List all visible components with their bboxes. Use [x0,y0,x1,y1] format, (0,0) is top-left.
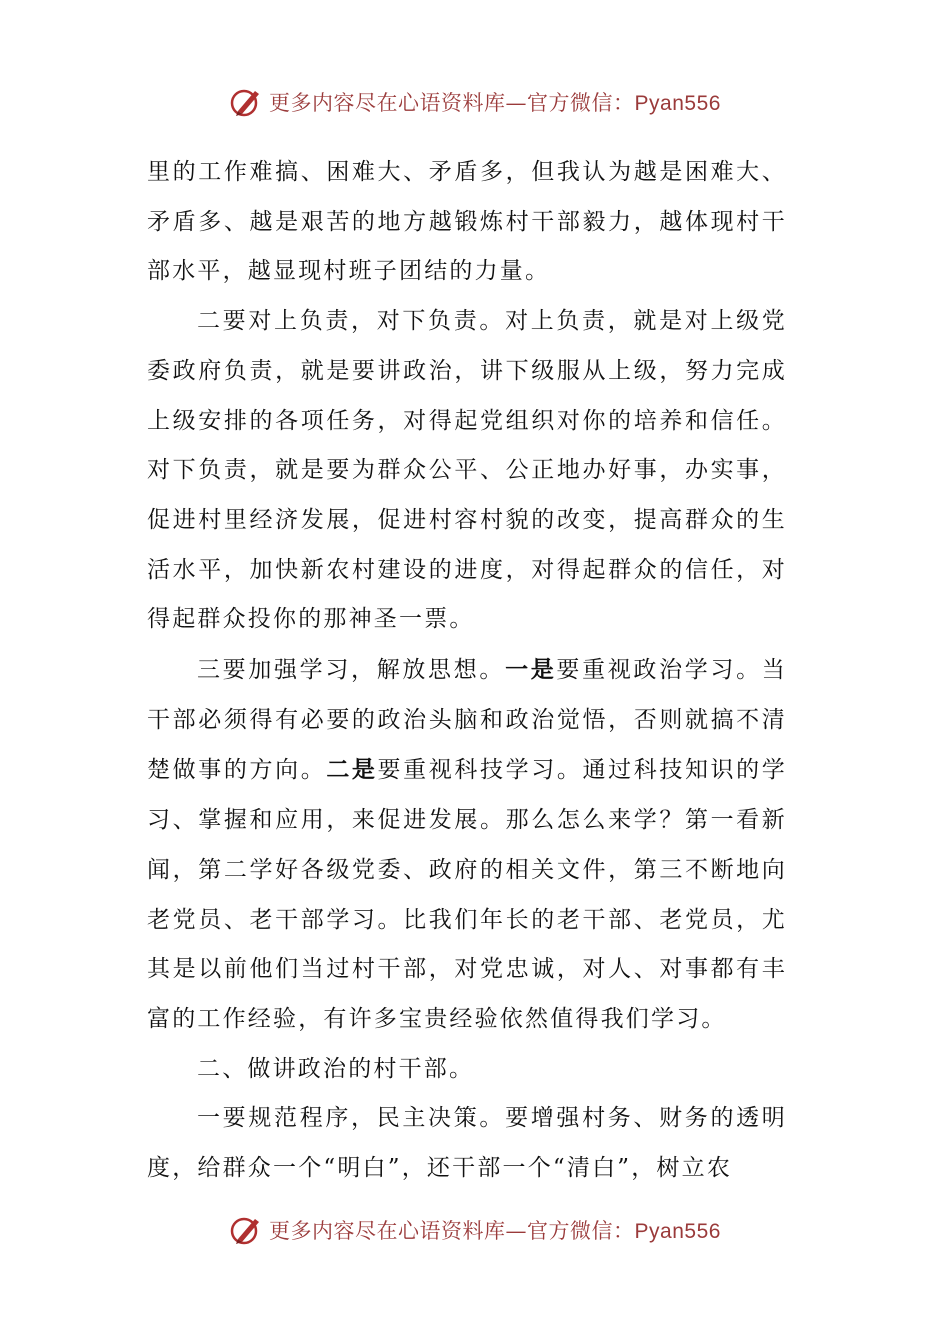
paragraph-1: 里的工作难搞、困难大、矛盾多，但我认为越是困难大、矛盾多、越是艰苦的地方越锻炼村干部毅力，越体现村干部水平，越显现村班子团结的力量。 [147,159,787,285]
footer-wechat-id: Pyan556 [634,1220,721,1243]
pen-logo-icon [229,85,263,119]
footer-banner [0,1208,950,1252]
paragraph-3: 三要加强学习，解放思想。一是要重视政治学习。当干部必须得有必要的政治头脑和政治觉悟，否则就搞不清楚做事的方向。二是要重视科技学习。通过科技知识的学习、掌握和应用，来促进发展。那么怎么来学？第一看新闻，第二学好各级党委、政府的相关文件，第三不断地向老党员、老干部学习。比我们年长的老干部、老党员，尤其是以前他们当过村干部，对党忠诚，对人、对事都有丰富的工作经验，有许多宝贵经验依然值得我们学习。 [147,656,787,1032]
footer-banner-text: 更多内容尽在心语资料库—官方微信：Pyan556 [269,1219,721,1243]
document-body [147,148,787,1194]
paragraph-2: 二要对上负责，对下负责。对上负责，就是对上级党委政府负责，就是要讲政治，讲下级服从上级，努力完成上级安排的各项任务，对得起党组织对你的培养和信任。对下负责，就是要为群众公平、公正地办好事，办实事，促进村里经济发展，促进村容村貌的改变，提高群众的生活水平，加快新农村建设的进度，对得起群众的信任，对得起群众投你的那神圣一票。 [147,308,787,633]
section-heading: 二、做讲政治的村干部。 [197,1055,475,1082]
bold-marker-first: 一是 [505,656,557,684]
header-wechat-id: Pyan556 [634,92,721,115]
header-banner [0,80,950,124]
pen-logo-icon [229,1213,263,1247]
header-banner-text: 更多内容尽在心语资料库—官方微信：Pyan556 [269,91,721,115]
bold-marker-second: 二是 [326,756,378,784]
paragraph-5: 一要规范程序，民主决策。要增强村务、财务的透明度，给群众一个“明白”，还干部一个“清白”，树立农 [147,1105,787,1182]
